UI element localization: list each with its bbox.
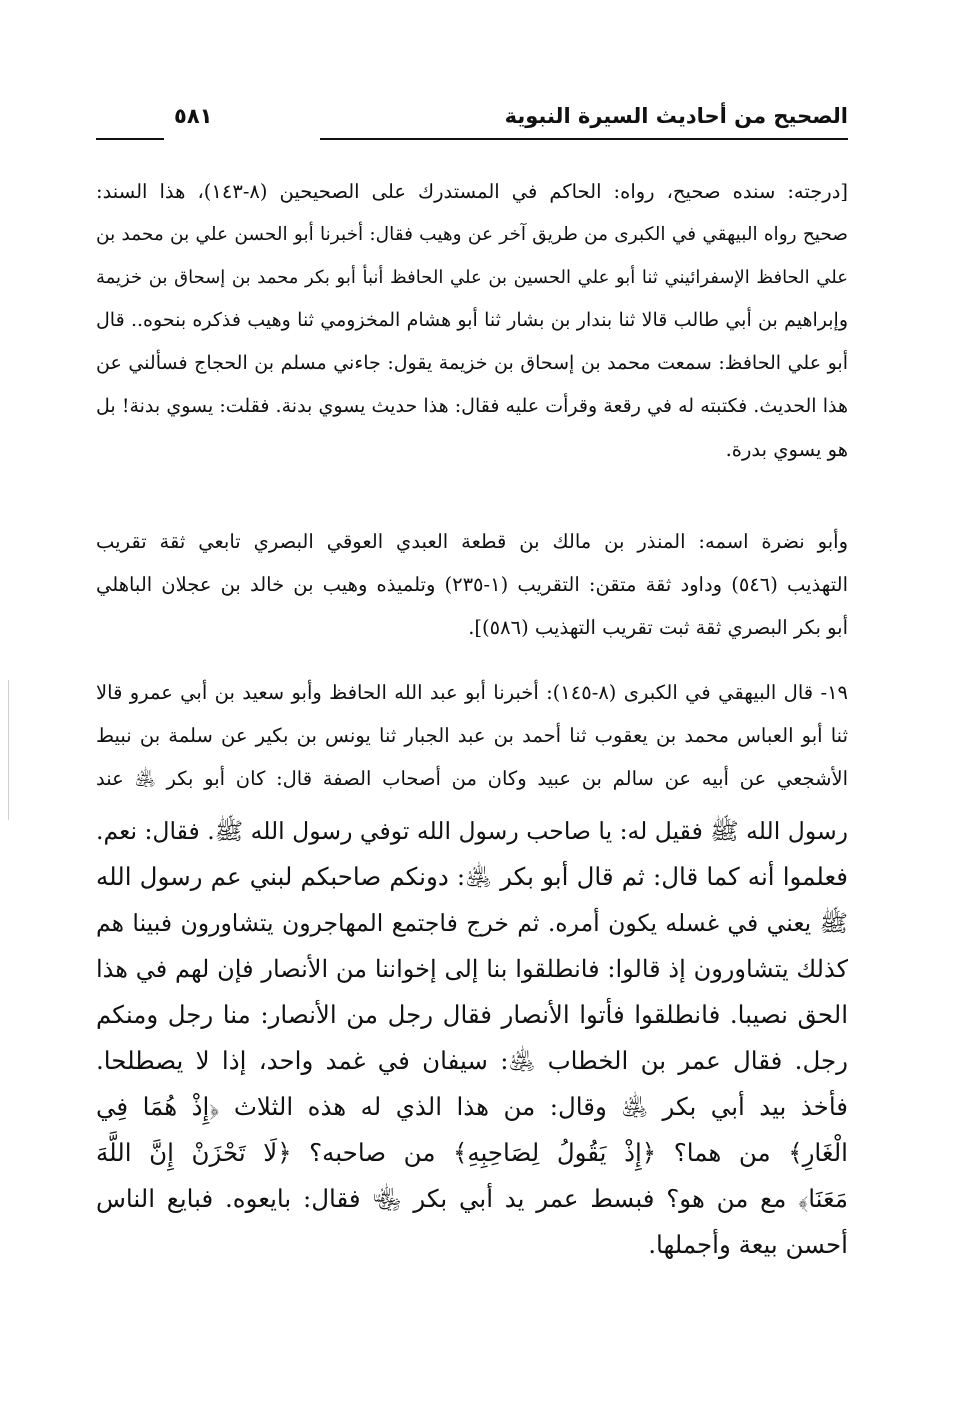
running-title: الصحيح من أحاديث السيرة النبوية bbox=[504, 104, 848, 128]
text-line: علي الحافظ الإسفرائيني ثنا أبو علي الحسين بن علي الحافظ أنبأ أبو بكر محمد بن إسحاق بن خزيمة bbox=[96, 267, 848, 288]
text-line: صحيح رواه البيهقي في الكبرى من طريق آخر عن وهيب فقال: أخبرنا أبو الحسن علي بن محمد بن bbox=[96, 224, 848, 245]
text-line: ثنا أبو العباس محمد بن يعقوب ثنا أحمد بن عبد الجبار ثنا يونس بن بكير عن سلمة بن نبيط bbox=[96, 724, 848, 747]
text-line: هذا الحديث. فكتبته له في رقعة وقرأت عليه فقال: هذا حديث يسوي بدنة. فقلت: يسوي بدنة! بل bbox=[96, 395, 848, 417]
text-line: رسول الله ﷺ فقيل له: يا صاحب رسول الله توفي رسول الله ﷺ. فقال: نعم. bbox=[96, 817, 848, 845]
scan-edge-mark bbox=[8, 680, 9, 820]
text-line: أحسن بيعة وأجملها. bbox=[648, 1230, 848, 1259]
text-line: الحق نصيبا. فانطلقوا فأتوا الأنصار فقال رجل من الأنصار: منا رجل ومنكم bbox=[96, 1000, 848, 1029]
text-line: الْغَارِ﴾ من هما؟ ﴿إِذْ يَقُولُ لِصَاحِبِهِ﴾ من صاحبه؟ ﴿لَا تَحْزَنْ إِنَّ اللَّهَ bbox=[96, 1138, 848, 1167]
text-line: وأبو نضرة اسمه: المنذر بن مالك بن قطعة العبدي العوقي البصري تابعي ثقة تقريب bbox=[96, 530, 848, 553]
paragraph-grading-note bbox=[96, 170, 848, 471]
text-line: رجل. فقال عمر بن الخطاب ﵁: سيفان في غمد واحد، إذا لا يصطلحا. bbox=[96, 1046, 848, 1075]
text-line: وإبراهيم بن أبي طالب قالا ثنا بندار بن بشار ثنا أبو هشام المخزومي ثنا وهيب فذكره بنحوه.. قال bbox=[96, 309, 848, 331]
header-rule bbox=[320, 138, 848, 140]
paragraph-hadith-19-text bbox=[96, 808, 848, 1268]
page-header bbox=[96, 96, 848, 144]
paragraph-narrators-note bbox=[96, 520, 848, 649]
text-line: الأشجعي عن أبيه عن سالم بن عبيد وكان من أصحاب الصفة قال: كان أبو بكر ﵁ عند bbox=[96, 767, 848, 790]
paragraph-hadith-19-chain bbox=[96, 671, 848, 800]
text-line: كذلك يتشاورون إذ قالوا: فانطلقوا بنا إلى إخواننا من الأنصار فإن لهم في هذا bbox=[96, 955, 848, 983]
header-rule-short bbox=[96, 138, 164, 140]
text-line: ١٩- قال البيهقي في الكبرى (٨-١٤٥): أخبرنا أبو عبد الله الحافظ وأبو سعيد بن أبي عمرو قالا bbox=[96, 681, 848, 704]
text-line: مَعَنَا﴾ مع من هو؟ فبسط عمر يد أبي بكر ﵄ فقال: بايعوه. فبايع الناس bbox=[96, 1184, 848, 1213]
text-line: هو يسوي بدرة. bbox=[725, 438, 848, 461]
text-line: التهذيب (٥٤٦) وداود ثقة متقن: التقريب (١-٢٣٥) وتلميذه وهيب بن خالد بن عجلان الباهلي bbox=[96, 573, 848, 596]
page-number: ٥٨١ bbox=[174, 104, 213, 128]
text-line: [درجته: سنده صحيح، رواه: الحاكم في المستدرك على الصحيحين (٨-١٤٣)، هذا السند: bbox=[96, 180, 848, 203]
text-line: فعلموا أنه كما قال: ثم قال أبو بكر ﵁: دونكم صاحبكم لبني عم رسول الله bbox=[96, 862, 848, 891]
text-line: أبو بكر البصري ثقة ثبت تقريب التهذيب (٥٨٦)]. bbox=[468, 616, 848, 639]
text-line: ﷺ يعني في غسله يكون أمره. ثم خرج فاجتمع المهاجرون يتشاورون فبينا هم bbox=[96, 909, 848, 937]
text-line: أبو علي الحافظ: سمعت محمد بن إسحاق بن خزيمة يقول: جاءني مسلم بن الحجاج فسألني عن bbox=[96, 352, 848, 374]
text-line: فأخذ بيد أبي بكر ﵁ وقال: من هذا الذي له هذه الثلاث ﴿إِذْ هُمَا فِي bbox=[96, 1092, 848, 1121]
